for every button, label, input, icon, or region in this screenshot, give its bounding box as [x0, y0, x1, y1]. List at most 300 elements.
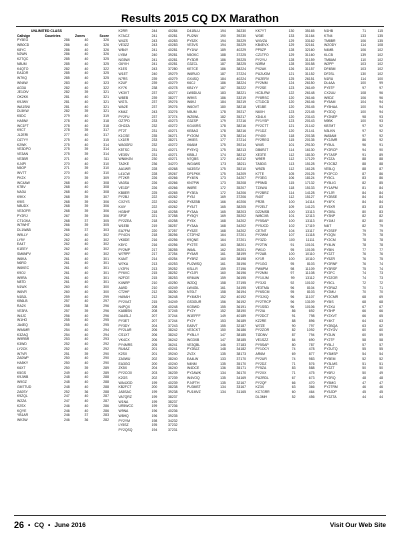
callsign: VE3TMA: [255, 285, 270, 290]
result-value: 254: [63, 332, 70, 337]
result-value: 44: [362, 394, 366, 399]
result-value: 7: [308, 323, 311, 328]
result-value: 199: [151, 380, 158, 385]
callsign: PY6SCM: [255, 290, 270, 295]
result-value: 219: [240, 95, 246, 100]
result-value: 161: [220, 252, 226, 257]
callsign: W2PP: [324, 62, 334, 67]
callsign: W9LLY: [17, 232, 28, 237]
result-value: 86: [379, 176, 383, 181]
result-value: 34: [236, 347, 241, 352]
result-value: 40: [168, 181, 172, 185]
result-value: 245: [171, 309, 178, 314]
result-value: 132: [308, 181, 315, 185]
callsign: PY2TF: [324, 337, 335, 342]
result-value: 286: [103, 403, 109, 408]
callsign: PU3MST: [187, 385, 201, 390]
result-value: 256: [171, 238, 178, 242]
result-value: 191: [240, 304, 246, 309]
result-value: 230: [240, 33, 246, 38]
result-value: 40: [168, 219, 172, 223]
result-value: 242: [171, 328, 178, 333]
result-value: 261: [63, 270, 70, 275]
result-value: 4: [308, 371, 311, 375]
result-value: 86: [291, 309, 296, 314]
result-value: 249: [171, 285, 178, 290]
callsign: PY2RNF: [324, 261, 338, 266]
result-value: 308: [103, 185, 109, 190]
callsign: N8UM: [17, 61, 27, 66]
result-value: 40: [84, 375, 89, 380]
callsign: PY2XX: [255, 371, 267, 375]
result-value: 226: [151, 181, 158, 185]
result-value: 30: [305, 62, 309, 67]
result-value: 155: [220, 323, 226, 328]
result-value: 261: [63, 266, 70, 271]
result-value: 301: [103, 270, 109, 275]
result-value: 152: [220, 295, 226, 299]
result-value: 87: [310, 342, 315, 347]
result-value: 142: [308, 124, 315, 128]
result-value: 136: [220, 366, 226, 371]
result-value: 40: [168, 257, 172, 261]
callsign: PY1DZ: [255, 128, 267, 133]
callsign: N4IT: [324, 223, 332, 228]
callsign: K3ZAQ: [17, 332, 29, 337]
result-value: 252: [63, 389, 70, 394]
result-value: 40: [168, 185, 172, 190]
result-value: 171: [240, 366, 246, 371]
result-value: 14: [305, 200, 310, 204]
result-value: 192: [240, 295, 246, 299]
callsign: KZ2RE: [255, 318, 267, 323]
section-heading: UNLIMITED CLASS: [31, 29, 62, 33]
result-value: 222: [240, 86, 246, 90]
callsign: G3ZCL: [187, 62, 198, 67]
result-value: 97: [379, 86, 383, 90]
callsign: PY400: [255, 133, 266, 138]
result-value: 60: [379, 328, 383, 333]
result-value: 237: [171, 394, 178, 399]
callsign: G3ZSP: [187, 119, 199, 124]
result-value: 186: [220, 81, 226, 86]
result-value: 39: [168, 71, 172, 76]
callsign: UR5WCC: [118, 404, 134, 409]
callsign: VA3SSV: [187, 166, 200, 171]
result-value: 40: [84, 346, 89, 351]
result-value: 289: [103, 370, 109, 375]
result-value: 88: [362, 166, 366, 171]
callsign: PY3MSP: [324, 352, 338, 356]
result-value: 273: [171, 119, 178, 124]
result-value: 97: [362, 128, 366, 133]
result-value: 110: [360, 57, 366, 62]
result-value: 70: [362, 290, 366, 295]
result-value: 112: [288, 166, 295, 171]
result-row: [324, 395, 383, 400]
result-value: 107: [288, 233, 295, 238]
result-value: 160: [308, 48, 315, 52]
result-value: 45: [379, 390, 383, 394]
callsign: PY8LLY: [187, 333, 200, 337]
result-value: 112: [309, 276, 315, 280]
callsign: GX4SQ: [187, 76, 199, 81]
result-value: 307: [103, 194, 109, 199]
result-value: 102: [377, 62, 383, 67]
result-value: 199: [151, 404, 158, 409]
page-number: 26: [14, 520, 25, 530]
result-value: 40: [168, 128, 172, 133]
result-value: 241: [171, 342, 178, 347]
callsign: N1BJL: [17, 294, 28, 299]
result-value: 190: [220, 33, 226, 38]
callsign: PY3EA: [187, 190, 198, 195]
result-value: 282: [63, 90, 70, 95]
result-value: 70: [379, 290, 383, 295]
result-value: 103: [308, 261, 315, 266]
result-value: 74: [291, 347, 296, 352]
callsign: DB6RJT: [255, 147, 269, 152]
callsign: TA5DG: [255, 162, 267, 166]
result-value: 205: [151, 342, 158, 347]
result-value: 204: [151, 366, 158, 371]
result-value: 40: [168, 81, 172, 86]
result-value: 10: [305, 280, 309, 285]
result-value: 128: [308, 166, 315, 171]
result-value: 172: [220, 157, 226, 162]
callsign: PP5ZP: [255, 48, 267, 52]
result-value: 8: [306, 290, 309, 295]
result-value: 114: [309, 200, 315, 204]
result-value: 46: [362, 385, 366, 390]
result-value: 92: [290, 280, 295, 285]
result-value: 40: [84, 403, 89, 408]
result-value: 40: [84, 266, 89, 271]
result-value: 31: [305, 67, 309, 71]
callsign: PY5CL: [324, 176, 335, 181]
result-value: 238: [151, 86, 158, 90]
website-link[interactable]: Visit Our Web Site: [329, 521, 386, 529]
result-value: 135: [220, 375, 226, 380]
result-value: 321: [103, 90, 109, 95]
result-value: 38: [236, 209, 241, 214]
callsign: W2ODY: [324, 43, 337, 48]
result-value: 283: [171, 38, 178, 43]
result-value: 182: [240, 347, 246, 352]
result-value: 248: [171, 304, 178, 309]
result-value: 83: [310, 356, 315, 361]
result-value: 113: [309, 209, 315, 214]
callsign: PY2BQA: [324, 323, 338, 328]
result-value: 5: [308, 361, 311, 366]
result-value: 51: [379, 361, 383, 366]
result-value: 60: [362, 333, 366, 337]
callsign: AA9D: [118, 285, 128, 290]
result-value: 20: [305, 119, 309, 124]
callsign: HA5IW: [17, 118, 28, 123]
callsign: PY5ZA: [255, 366, 267, 371]
result-value: 266: [63, 228, 70, 233]
result-value: 173: [220, 176, 226, 181]
result-value: 180: [220, 105, 226, 109]
result-value: 237: [151, 90, 158, 95]
result-value: 40: [84, 251, 89, 256]
result-value: 285: [63, 76, 70, 81]
result-value: 36: [168, 366, 172, 371]
result-value: 221: [151, 214, 158, 219]
callsign: PY5TF: [324, 86, 335, 90]
result-value: 50: [379, 366, 383, 371]
result-value: 10: [305, 247, 309, 252]
result-value: 225: [240, 52, 246, 57]
result-value: 40: [84, 118, 89, 123]
callsign: KM4Z: [118, 109, 128, 114]
result-value: 215: [151, 299, 158, 304]
result-value: 31: [305, 57, 309, 62]
result-value: 253: [171, 261, 178, 266]
result-value: 36: [236, 276, 241, 280]
result-value: 222: [151, 204, 158, 209]
callsign: IW8CXB: [255, 214, 269, 219]
result-value: 308: [103, 180, 109, 185]
callsign: HG8HF: [118, 209, 130, 214]
callsign: N3RM: [255, 62, 266, 67]
callsign: K4NRP: [118, 280, 130, 285]
callsign: K4QTO: [17, 66, 29, 71]
callsign: PU1MVZ: [187, 390, 201, 394]
callsign: PY2CTT: [255, 124, 269, 128]
result-value: 323: [103, 80, 109, 85]
result-value: 231: [151, 147, 158, 152]
result-value: 38: [168, 138, 172, 143]
result-value: 290: [103, 356, 109, 361]
result-value: 194: [220, 29, 226, 33]
result-value: 48: [362, 375, 366, 380]
result-value: 262: [63, 232, 70, 237]
callsign: EA1DR: [17, 71, 29, 76]
result-value: 172: [220, 190, 226, 195]
result-value: 63: [362, 323, 366, 328]
result-value: 38: [236, 81, 241, 86]
result-value: 50: [362, 371, 366, 375]
result-value: 79: [362, 228, 366, 233]
result-value: 39: [168, 390, 172, 394]
result-value: 167: [240, 380, 246, 385]
result-value: 35: [236, 185, 241, 190]
result-value: 37: [168, 375, 172, 380]
callsign: PU2NV: [187, 33, 199, 38]
result-value: 271: [171, 147, 178, 152]
result-value: 26: [305, 95, 309, 100]
result-value: 216: [240, 119, 246, 124]
result-value: 40: [84, 104, 89, 109]
result-value: 37: [168, 228, 172, 233]
result-value: 257: [171, 223, 178, 228]
result-value: 240: [171, 356, 178, 361]
result-value: 126: [288, 67, 295, 71]
result-value: 175: [220, 143, 226, 147]
callsign: W7WHT: [17, 223, 30, 228]
result-value: 40: [84, 80, 89, 85]
result-value: 13: [305, 209, 310, 214]
callsign: N5UM: [187, 109, 197, 114]
result-value: 34: [236, 171, 241, 176]
result-value: 199: [151, 390, 158, 394]
result-value: 40: [84, 318, 89, 323]
result-value: 46: [379, 385, 383, 390]
result-value: 31: [305, 52, 309, 57]
result-value: 96: [379, 95, 383, 100]
result-value: 240: [171, 352, 178, 356]
result-value: 67: [291, 375, 296, 380]
result-value: 37: [236, 195, 241, 200]
result-value: 40: [84, 275, 89, 280]
result-value: 266: [171, 181, 178, 185]
result-value: 8: [308, 318, 311, 323]
result-value: 265: [171, 190, 178, 195]
callsign: PY2DQ: [324, 109, 336, 114]
callsign: PY5JDP: [324, 390, 337, 394]
callsign: PY2SE: [255, 86, 267, 90]
result-value: 82: [362, 214, 366, 219]
result-value: 232: [171, 418, 178, 423]
callsign: PY2CBZ: [324, 162, 338, 166]
result-value: 230: [240, 29, 246, 33]
callsign: PY1OCY: [255, 347, 270, 352]
result-value: 281: [171, 33, 178, 38]
callsign: PY2LW: [324, 333, 336, 337]
result-value: 39: [84, 166, 89, 171]
result-value: 285: [63, 57, 70, 62]
result-value: 76: [362, 252, 366, 257]
result-value: 109: [308, 266, 315, 271]
result-value: 268: [63, 218, 70, 223]
callsign: PY2RCP: [324, 147, 338, 152]
callsign: WC4AW: [17, 180, 30, 185]
callsign: PY3NP: [324, 214, 336, 219]
result-value: 14: [305, 204, 309, 209]
result-value: 40: [84, 190, 89, 195]
callsign: W6KEC: [17, 266, 30, 271]
callsign: PY2FCO: [324, 171, 338, 176]
result-value: 40: [84, 42, 89, 47]
result-value: 108: [360, 90, 366, 95]
result-value: 40: [168, 304, 172, 309]
result-value: 40: [84, 57, 89, 62]
callsign: DL3MH: [255, 394, 267, 399]
result-value: 281: [63, 99, 70, 104]
callsign: PY3AA: [187, 223, 198, 228]
result-value: 135: [220, 380, 226, 385]
result-value: 289: [103, 365, 109, 370]
result-value: 39: [84, 128, 89, 133]
result-value: 40: [168, 166, 172, 171]
result-value: 281: [63, 95, 70, 100]
result-value: 36: [236, 318, 241, 323]
result-value: 40: [84, 85, 89, 90]
result-value: 40: [168, 195, 172, 200]
result-value: 114: [288, 190, 295, 195]
result-value: 186: [220, 67, 226, 71]
callsign: KB5LJ: [187, 152, 197, 157]
result-value: 325: [103, 71, 109, 76]
result-value: 40: [168, 209, 172, 214]
result-value: 221: [240, 90, 246, 95]
callsign: PY5ZK: [187, 38, 198, 43]
result-value: 83: [379, 209, 383, 214]
result-value: 110: [309, 257, 315, 261]
result-value: 88: [362, 162, 366, 166]
callsign: PY3EG: [255, 176, 267, 181]
result-value: 55: [362, 347, 366, 352]
result-value: 247: [63, 399, 70, 404]
results-column-4: [256, 29, 315, 499]
result-value: 276: [171, 109, 178, 114]
result-value: 216: [151, 238, 158, 242]
result-value: 9: [308, 356, 311, 361]
callsign: RA2X: [17, 304, 26, 309]
result-value: 113: [288, 162, 295, 166]
callsign: K8YC: [17, 47, 26, 52]
result-value: 175: [220, 166, 226, 171]
result-value: 310: [103, 161, 109, 166]
result-value: 233: [151, 119, 158, 124]
result-value: 48: [379, 375, 383, 380]
callsign: PY5CL: [324, 280, 335, 285]
footer-bullet: •: [48, 521, 51, 529]
result-value: 182: [220, 114, 226, 119]
result-value: 296: [103, 313, 109, 318]
callsign: LY5SZ: [118, 423, 129, 428]
result-value: 94: [362, 147, 366, 152]
result-value: 271: [171, 152, 178, 157]
callsign: W4JC: [17, 313, 27, 318]
result-value: 120: [288, 114, 295, 119]
callsign: K9OJ: [17, 270, 26, 275]
result-value: 201: [151, 352, 158, 356]
callsign: WA4JGD: [118, 380, 133, 385]
result-value: 121: [288, 124, 295, 128]
footer-bullet: •: [28, 521, 31, 529]
result-value: 40: [168, 124, 172, 128]
result-value: 212: [240, 157, 246, 162]
result-value: 36: [168, 133, 172, 138]
result-value: 40: [84, 38, 89, 43]
callsign: EA5VT: [187, 323, 198, 328]
result-value: 71: [362, 29, 366, 33]
result-value: 118: [309, 233, 315, 238]
results-list: [187, 29, 246, 395]
result-value: 247: [63, 394, 70, 399]
result-value: 37: [168, 252, 172, 257]
result-value: 271: [171, 138, 178, 143]
result-value: 40: [84, 332, 89, 337]
result-value: 37: [236, 280, 241, 285]
callsign: PK2X: [17, 175, 26, 180]
callsign: PY1APM: [324, 185, 338, 190]
result-value: 189: [240, 314, 246, 318]
result-value: 201: [151, 347, 158, 352]
result-value: 262: [171, 200, 178, 204]
callsign: PY3ET: [118, 318, 130, 323]
result-value: 286: [63, 52, 70, 57]
result-value: 82: [291, 328, 296, 333]
result-value: 40: [168, 33, 172, 38]
result-value: 271: [171, 157, 178, 162]
result-value: 241: [151, 33, 158, 38]
result-value: 52: [379, 356, 383, 361]
result-value: 243: [151, 38, 158, 43]
